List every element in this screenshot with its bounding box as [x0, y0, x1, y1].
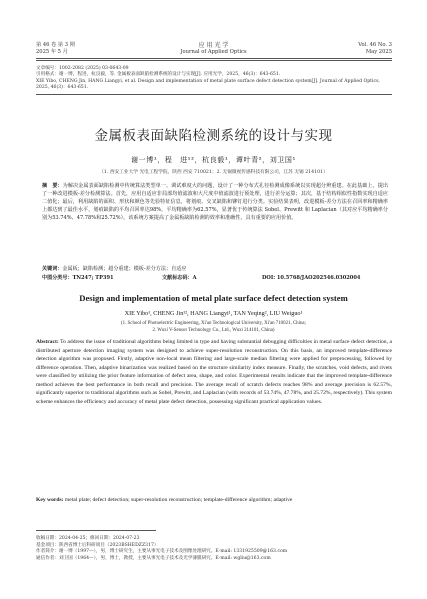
meta-rule [36, 94, 392, 95]
citation-en: XIE Yibo, CHENG Jin, HANG Liangyi, et al. Design and implementation of metal plate surface defect detection system[J]. Journal of Applied Optics, 2025, 46(3)：643-651. [36, 78, 380, 91]
received-date: 收稿日期：2024-04-25；修回日期：2024-07-23 [36, 536, 140, 541]
footnote-rule [36, 530, 156, 531]
keywords-en-label: Key words: [36, 497, 64, 503]
keywords-cn-label: 关键词： [42, 266, 63, 272]
header-journal-en: Journal of Applied Optics [180, 49, 247, 55]
abstract-cn [42, 183, 388, 223]
abstract-cn-text: 为解决金属表面缺陷检测中传统算法类型单一、调试难度大的问题，设计了一种分布式孔径检测成像系统以实现超分辨重建。在此基础上，提出了一种改进模板-差分检测算法。首先，应用自适应非局部均值滤波和大尺度中值滤波进行预处理，进行差分运算；其次，基于结构相似性指数实现自适应二值化；最后，利用缺陷的面积、形状和颜色等先验特征信息，将划痕、交叉缺陷和铆钉进行分类。实验结果表明，改进模板-差分方法在召回率和精确率上都达到了最佳水平，划痕缺陷的平均召回率达98%，平均精确率为62.57%，显著优于传统算法 Sobel、Prewitt 和 Laplacian（其对应平均精确率分别为53.74%、47.78%和25.72%）。该系统方案提高了金属板缺陷检测的效率和准确性，具有重要的应用价值。 [42, 183, 388, 221]
keywords-cn [42, 266, 388, 274]
affiliation-en-1: (1. School of Photoelectric Engineering, Xi'an Technological University, Xi'an 710021, China; [121, 321, 306, 326]
header-volume-en: Vol. 46 No. 3 [358, 42, 392, 48]
header-journal-cn: 应 用 光 学 [198, 42, 229, 49]
abstract-cn-label: 摘 要： [42, 183, 63, 189]
authors-cn: 谢一博¹，程 进¹²，杭良毅¹，谭叶青²，刘卫国¹ [131, 156, 296, 164]
affiliation-cn: （1. 西安工业大学 光电工程学院，陕西 西安 710021；2. 无锡微视传感科技有限公司，江苏 无锡 214101） [99, 170, 328, 175]
corresponding-author: 通信作者：刘卫国（1964—），男，博士，教授，主要从事光电子技术及光学薄膜研究。E-mail: wgliu@163.com [36, 555, 271, 561]
affiliation-en [0, 320, 427, 334]
title-en: Design and implementation of metal plate surface defect detection system [79, 293, 348, 303]
document-code: 文献标志码：A [162, 275, 197, 281]
header-date-cn: 2025 年 5 月 [36, 49, 68, 55]
doi: DOI: 10.5768/JAO202546.0302004 [262, 275, 361, 281]
journal-issue-en [358, 42, 392, 56]
header-rule-thin [36, 60, 392, 61]
affiliation-en-2: 2. Wuxi V-Sensor Technology Co., Ltd., Wuxi 214101, China) [152, 328, 275, 333]
classification-row [42, 275, 388, 283]
fund-project: 基金项目：陕西省博士后科研项目（2023BSHEDZZ317） [36, 542, 159, 548]
keywords-en-text: metal plate; defect detection; super-resolution reconstruction; template-difference algorithm; adaptive [64, 497, 293, 503]
article-meta [36, 66, 394, 92]
header-volume-cn: 第 46 卷 第 3 期 [36, 42, 75, 48]
keywords-cn-text: 金属板；缺陷检测；超分重建；模板-差分方法；自适应 [62, 266, 187, 272]
keywords-en [36, 496, 392, 505]
clc-number: 中图分类号：TN247; TP391 [42, 275, 114, 281]
authors-en: XIE Yibo¹, CHENG Jin¹², HANG Liangyi¹, TAN Yeqing², LIU Weiguo¹ [124, 310, 303, 317]
footnotes [36, 536, 394, 562]
abstract-en-label: Abstract: [36, 339, 59, 345]
citation-cn: 引用格式：谢一博，程进，杭良毅，等. 金属板表面缺陷检测系统的设计与实现[J]. 应用光学，2025，46(3)：643-651. [36, 72, 281, 78]
header-date-en: May 2025 [365, 49, 392, 55]
title-cn: 金属板表面缺陷检测系统的设计与实现 [94, 128, 333, 144]
author-bio: 作者简介：谢一博（1997—），男，博士研究生，主要从事光电子技术及图像处理研究。E-mail: 1331925509@163.com [36, 549, 288, 555]
abstract-en [36, 338, 392, 406]
abstract-en-text: To address the issue of traditional algorithms being limited in type and having substantial debugging difficulties in metal surface defect detection, a distributed aperture detection imaging system was designed to achieve super-resolution reconstruction. On this basis, an improved template-difference detection algorithm was proposed. Firstly, adaptive non-local mean filtering and large-scale median filtering were applied for preprocessing, followed by difference operation. Then, adaptive binarization was realized based on the structure similarity index measure. Finally, the scratches, void defects, and rivets were classified by utilizing the prior feature information of defect area, shape, and color. Experimental results indicate that the improved template-difference method achieves the best performance in both recall and precision. The average recall of scratch defects reaches 98% and average precision is 62.57%, significantly superior to traditional algorithms such as Sobel, Prewitt, and Laplacian (with records of 53.74%, 47.78%, and 25.72%, respectively). This system scheme enhances the efficiency and accuracy of metal plate defect detection, possessing significant practical application values. [36, 339, 392, 405]
article-id: 文章编号：1002-2082 (2025) 03-0643-09 [36, 66, 129, 71]
